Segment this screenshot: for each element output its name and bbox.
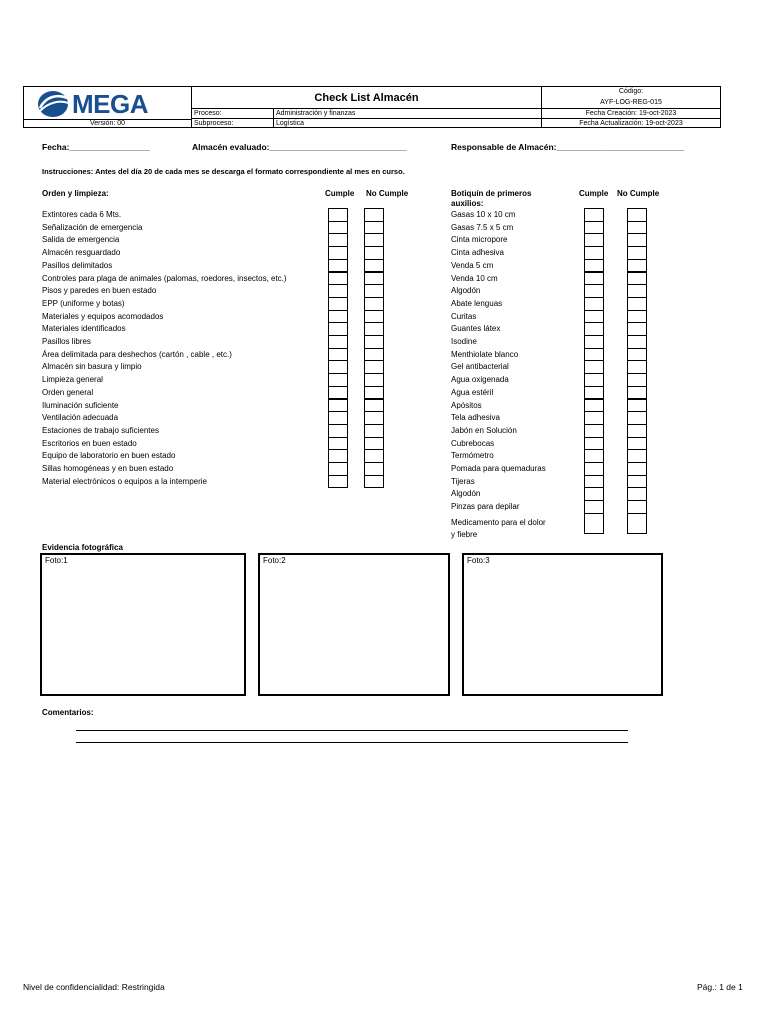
comment-line-2[interactable]	[76, 742, 628, 743]
botiquin-no-cumple-checkbox[interactable]	[627, 487, 647, 501]
orden-limpieza-item: Estaciones de trabajo suficientes	[42, 425, 159, 435]
orden-limpieza-item: Pasillos delimitados	[42, 260, 113, 270]
orden-limpieza-item: Sillas homogéneas y en buen estado	[42, 464, 174, 473]
right-no-cumple-header: No Cumple	[617, 189, 660, 198]
photo-box-3[interactable]	[462, 553, 663, 696]
botiquin-cumple-checkbox[interactable]	[584, 297, 604, 311]
botiquin-cumple-checkbox[interactable]	[584, 348, 604, 362]
proceso-value: Administración y finanzas	[274, 109, 542, 119]
botiquin-no-cumple-checkbox[interactable]	[627, 462, 647, 476]
botiquin-cumple-checkbox[interactable]	[584, 487, 604, 501]
photo-label-2: Foto:2	[263, 556, 286, 565]
botiquin-cumple-checkbox[interactable]	[584, 500, 604, 514]
orden-limpieza-heading: Orden y limpieza:	[42, 189, 109, 198]
orden-limpieza-no-cumple-checkbox[interactable]	[364, 449, 384, 463]
orden-limpieza-cumple-checkbox[interactable]	[328, 386, 348, 400]
logo-text: MEGA	[72, 89, 148, 119]
almacen-field[interactable]: Almacén evaluado:_____________________________	[192, 142, 407, 152]
orden-limpieza-cumple-checkbox[interactable]	[328, 411, 348, 425]
botiquin-no-cumple-checkbox[interactable]	[627, 500, 647, 514]
botiquin-item: Cubrebocas	[451, 438, 495, 448]
orden-limpieza-cumple-checkbox[interactable]	[328, 348, 348, 362]
botiquin-item: Menthiolate blanco	[451, 349, 519, 359]
subproceso-label: Subproceso:	[192, 119, 274, 128]
orden-limpieza-cumple-checkbox[interactable]	[328, 437, 348, 451]
orden-limpieza-item: Almacén resguardado	[42, 248, 121, 258]
botiquin-cumple-checkbox[interactable]	[584, 233, 604, 247]
orden-limpieza-no-cumple-checkbox[interactable]	[364, 399, 384, 413]
botiquin-no-cumple-checkbox[interactable]	[627, 437, 647, 451]
botiquin-cumple-checkbox[interactable]	[584, 513, 604, 534]
orden-limpieza-no-cumple-checkbox[interactable]	[364, 297, 384, 311]
botiquin-no-cumple-checkbox[interactable]	[627, 233, 647, 247]
botiquin-no-cumple-checkbox[interactable]	[627, 272, 647, 286]
orden-limpieza-item: EPP (uniforme y botas)	[42, 298, 125, 308]
left-no-cumple-header: No Cumple	[366, 189, 409, 198]
botiquin-item: Cinta adhesiva	[451, 248, 504, 258]
botiquin-cumple-checkbox[interactable]	[584, 462, 604, 476]
botiquin-item: Guantes látex	[451, 324, 501, 334]
botiquin-item: Agua oxigenada	[451, 375, 509, 385]
orden-limpieza-cumple-checkbox[interactable]	[328, 399, 348, 413]
fecha-field[interactable]: Fecha:_________________	[42, 142, 150, 152]
orden-limpieza-item: Extintores cada 6 Mts.	[42, 210, 122, 219]
botiquin-item: Algodón	[451, 489, 481, 499]
orden-limpieza-cumple-checkbox[interactable]	[328, 246, 348, 260]
orden-limpieza-no-cumple-checkbox[interactable]	[364, 411, 384, 425]
codigo-value: AYF-LOG-REG-015	[542, 98, 720, 109]
botiquin-cumple-checkbox[interactable]	[584, 221, 604, 235]
botiquin-heading	[451, 189, 531, 209]
orden-limpieza-no-cumple-checkbox[interactable]	[364, 246, 384, 260]
orden-limpieza-cumple-checkbox[interactable]	[328, 284, 348, 298]
orden-limpieza-no-cumple-checkbox[interactable]	[364, 360, 384, 374]
botiquin-item: Pomada para quemaduras	[451, 464, 546, 473]
version: Versión: 00	[24, 120, 192, 128]
orden-limpieza-item: Controles para plaga de animales (palomas, roedores, insectos, etc.)	[42, 273, 287, 283]
botiquin-cumple-checkbox[interactable]	[584, 386, 604, 400]
orden-limpieza-item: Materiales identificados	[42, 324, 126, 334]
orden-limpieza-item: Orden general	[42, 387, 94, 397]
botiquin-item: Algodón	[451, 286, 481, 296]
codigo-label: Código:	[618, 88, 644, 95]
botiquin-item: Tijeras	[451, 476, 475, 486]
botiquin-item: Venda 5 cm	[451, 260, 494, 270]
botiquin-cumple-checkbox[interactable]	[584, 284, 604, 298]
logo-cell	[24, 87, 192, 120]
orden-limpieza-cumple-checkbox[interactable]	[328, 360, 348, 374]
orden-limpieza-item: Iluminación suficiente	[42, 400, 119, 410]
orden-limpieza-no-cumple-checkbox[interactable]	[364, 233, 384, 247]
botiquin-no-cumple-checkbox[interactable]	[627, 475, 647, 489]
botiquin-cumple-checkbox[interactable]	[584, 475, 604, 489]
proceso-label: Proceso:	[192, 109, 274, 119]
comment-line-1[interactable]	[76, 730, 628, 731]
orden-limpieza-cumple-checkbox[interactable]	[328, 462, 348, 476]
orden-limpieza-cumple-checkbox[interactable]	[328, 449, 348, 463]
evidencia-heading: Evidencia fotográfica	[42, 543, 123, 552]
document-header	[23, 86, 721, 128]
orden-limpieza-cumple-checkbox[interactable]	[328, 310, 348, 324]
photo-box-2[interactable]	[258, 553, 450, 696]
orden-limpieza-no-cumple-checkbox[interactable]	[364, 284, 384, 298]
confidentiality-note: Nivel de confidencialidad: Restringida	[23, 982, 165, 992]
botiquin-cumple-checkbox[interactable]	[584, 373, 604, 387]
botiquin-no-cumple-checkbox[interactable]	[627, 297, 647, 311]
botiquin-cumple-checkbox[interactable]	[584, 259, 604, 273]
orden-limpieza-no-cumple-checkbox[interactable]	[364, 386, 384, 400]
botiquin-no-cumple-checkbox[interactable]	[627, 335, 647, 349]
botiquin-cumple-checkbox[interactable]	[584, 322, 604, 336]
left-cumple-header: Cumple	[325, 189, 355, 198]
botiquin-no-cumple-checkbox[interactable]	[627, 221, 647, 235]
orden-limpieza-item: Pisos y paredes en buen estado	[42, 286, 157, 296]
botiquin-item: Gel antibacterial	[451, 362, 509, 372]
mega-logo-icon	[36, 90, 70, 118]
fecha-creacion: Fecha Creación: 19-oct-2023	[542, 109, 720, 119]
botiquin-no-cumple-checkbox[interactable]	[627, 360, 647, 374]
botiquin-no-cumple-checkbox[interactable]	[627, 208, 647, 222]
orden-limpieza-item: Señalización de emergencia	[42, 222, 143, 232]
botiquin-item-medicamento-line2: y fiebre	[451, 529, 478, 539]
orden-limpieza-no-cumple-checkbox[interactable]	[364, 424, 384, 438]
botiquin-item: Gasas 7.5 x 5 cm	[451, 222, 514, 232]
orden-limpieza-cumple-checkbox[interactable]	[328, 322, 348, 336]
botiquin-no-cumple-checkbox[interactable]	[627, 322, 647, 336]
botiquin-item: Abate lenguas	[451, 298, 503, 308]
botiquin-no-cumple-checkbox[interactable]	[627, 411, 647, 425]
botiquin-item: Termómetro	[451, 451, 494, 461]
orden-limpieza-no-cumple-checkbox[interactable]	[364, 259, 384, 273]
orden-limpieza-item: Materiales y equipos acomodados	[42, 311, 164, 321]
orden-limpieza-no-cumple-checkbox[interactable]	[364, 475, 384, 489]
botiquin-no-cumple-checkbox[interactable]	[627, 424, 647, 438]
botiquin-cumple-checkbox[interactable]	[584, 208, 604, 222]
page-number: Pág.: 1 de 1	[697, 982, 743, 992]
orden-limpieza-cumple-checkbox[interactable]	[328, 335, 348, 349]
botiquin-item-medicamento	[451, 517, 546, 541]
botiquin-heading-line2: auxilios:	[451, 199, 484, 208]
botiquin-heading-line1: Botiquín de primeros	[451, 189, 532, 198]
page-title: Check List Almacén	[192, 87, 542, 109]
orden-limpieza-cumple-checkbox[interactable]	[328, 259, 348, 273]
botiquin-item-medicamento-line1: Medicamento para el dolor	[451, 517, 546, 527]
orden-limpieza-no-cumple-checkbox[interactable]	[364, 322, 384, 336]
fecha-actualizacion: Fecha Actualización: 19-oct-2023	[579, 120, 683, 127]
orden-limpieza-item: Ventilación adecuada	[42, 413, 119, 423]
photo-label-1: Foto:1	[45, 556, 68, 565]
orden-limpieza-item: Escritorios en buen estado	[42, 438, 137, 448]
botiquin-no-cumple-checkbox[interactable]	[627, 348, 647, 362]
botiquin-item: Agua estéril	[451, 387, 494, 397]
orden-limpieza-cumple-checkbox[interactable]	[328, 373, 348, 387]
botiquin-cumple-checkbox[interactable]	[584, 335, 604, 349]
orden-limpieza-no-cumple-checkbox[interactable]	[364, 437, 384, 451]
orden-limpieza-cumple-checkbox[interactable]	[328, 233, 348, 247]
botiquin-cumple-checkbox[interactable]	[584, 424, 604, 438]
orden-limpieza-item: Material electrónicos o equipos a la intemperie	[42, 476, 207, 486]
orden-limpieza-no-cumple-checkbox[interactable]	[364, 373, 384, 387]
orden-limpieza-cumple-checkbox[interactable]	[328, 208, 348, 222]
instructions: Instrucciones: Antes del día 20 de cada mes se descarga el formato correspondiente al mes en curso.	[42, 167, 405, 176]
botiquin-item: Jabón en Solución	[451, 425, 517, 435]
botiquin-no-cumple-checkbox[interactable]	[627, 259, 647, 273]
orden-limpieza-cumple-checkbox[interactable]	[328, 424, 348, 438]
orden-limpieza-no-cumple-checkbox[interactable]	[364, 272, 384, 286]
orden-limpieza-no-cumple-checkbox[interactable]	[364, 208, 384, 222]
orden-limpieza-item: Pasillos libres	[42, 337, 91, 346]
botiquin-item: Venda 10 cm	[451, 273, 498, 283]
botiquin-no-cumple-checkbox[interactable]	[627, 284, 647, 298]
orden-limpieza-item: Área delimitada para deshechos (cartón , cable , etc.)	[42, 349, 232, 359]
orden-limpieza-cumple-checkbox[interactable]	[328, 475, 348, 489]
botiquin-cumple-checkbox[interactable]	[584, 246, 604, 260]
orden-limpieza-item: Equipo de laboratorio en buen estado	[42, 451, 176, 461]
botiquin-item: Tela adhesiva	[451, 413, 500, 423]
orden-limpieza-item: Limpieza general	[42, 375, 103, 385]
botiquin-cumple-checkbox[interactable]	[584, 449, 604, 463]
botiquin-cumple-checkbox[interactable]	[584, 272, 604, 286]
orden-limpieza-item: Almacén sin basura y limpio	[42, 362, 142, 372]
botiquin-cumple-checkbox[interactable]	[584, 399, 604, 413]
botiquin-item: Pinzas para depilar	[451, 502, 520, 512]
photo-box-1[interactable]	[40, 553, 246, 696]
botiquin-item: Gasas 10 x 10 cm	[451, 210, 516, 219]
botiquin-cumple-checkbox[interactable]	[584, 411, 604, 425]
comentarios-label: Comentarios:	[42, 708, 94, 717]
botiquin-no-cumple-checkbox[interactable]	[627, 373, 647, 387]
botiquin-no-cumple-checkbox[interactable]	[627, 513, 647, 534]
right-cumple-header: Cumple	[579, 189, 609, 198]
orden-limpieza-no-cumple-checkbox[interactable]	[364, 348, 384, 362]
botiquin-cumple-checkbox[interactable]	[584, 360, 604, 374]
orden-limpieza-cumple-checkbox[interactable]	[328, 221, 348, 235]
orden-limpieza-item: Salida de emergencia	[42, 235, 120, 245]
orden-limpieza-no-cumple-checkbox[interactable]	[364, 335, 384, 349]
orden-limpieza-no-cumple-checkbox[interactable]	[364, 462, 384, 476]
responsable-field[interactable]: Responsable de Almacén:___________________________	[451, 142, 685, 152]
botiquin-item: Apósitos	[451, 400, 482, 410]
botiquin-no-cumple-checkbox[interactable]	[627, 449, 647, 463]
botiquin-no-cumple-checkbox[interactable]	[627, 310, 647, 324]
botiquin-item: Curitas	[451, 311, 477, 321]
photo-label-3: Foto:3	[467, 556, 490, 565]
botiquin-cumple-checkbox[interactable]	[584, 437, 604, 451]
subproceso-value: Logística	[274, 119, 542, 128]
botiquin-no-cumple-checkbox[interactable]	[627, 399, 647, 413]
orden-limpieza-cumple-checkbox[interactable]	[328, 297, 348, 311]
botiquin-item: Isodine	[451, 337, 477, 346]
botiquin-item: Cinta micropore	[451, 235, 508, 245]
orden-limpieza-no-cumple-checkbox[interactable]	[364, 221, 384, 235]
botiquin-no-cumple-checkbox[interactable]	[627, 386, 647, 400]
botiquin-cumple-checkbox[interactable]	[584, 310, 604, 324]
orden-limpieza-cumple-checkbox[interactable]	[328, 272, 348, 286]
orden-limpieza-no-cumple-checkbox[interactable]	[364, 310, 384, 324]
botiquin-no-cumple-checkbox[interactable]	[627, 246, 647, 260]
